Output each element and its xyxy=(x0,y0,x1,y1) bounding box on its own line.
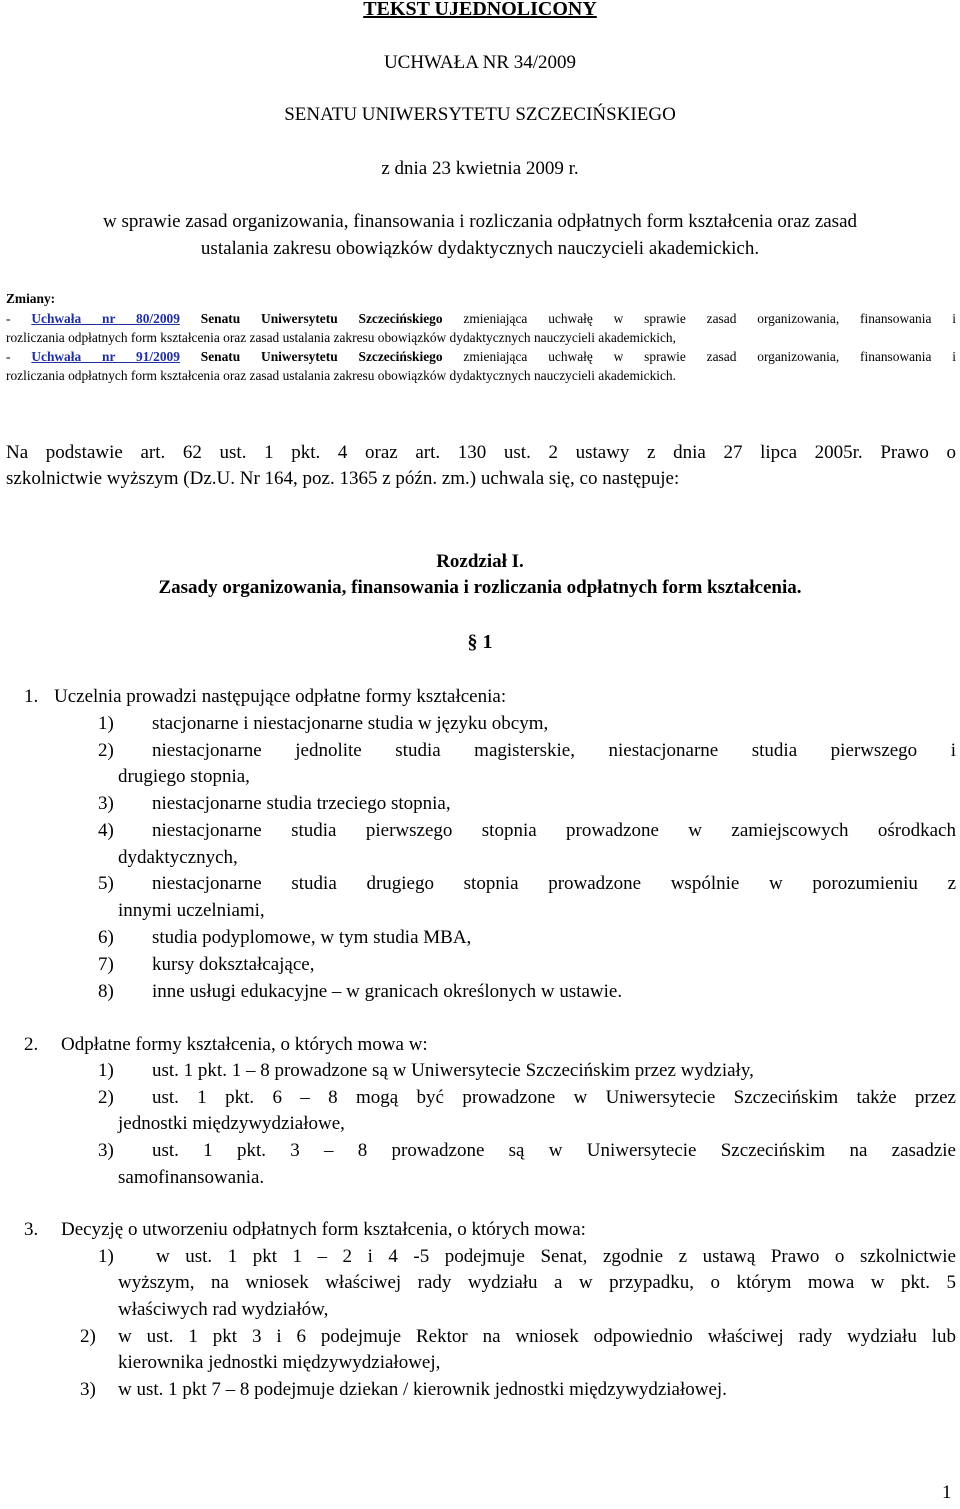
senate-title: SENATU UNIWERSYTETU SZCZECIŃSKIEGO xyxy=(284,104,676,125)
point-2-item-2-cont: jednostki międzywydziałowe, xyxy=(118,1113,345,1134)
point-3-item-2: 2) w ust. 1 pkt 3 i 6 podejmuje Rektor na wniosek odpowiednio właściwej rady wydziału lub xyxy=(80,1326,956,1347)
page-number: 1 xyxy=(942,1482,952,1503)
point-1-item-2-cont: drugiego stopnia, xyxy=(118,766,250,787)
point-3-item-3: 3) w ust. 1 pkt 7 – 8 podejmuje dziekan / kierownik jednostki międzywydziałowej. xyxy=(80,1379,727,1400)
point-1-item-5-cont: innymi uczelniami, xyxy=(118,900,265,921)
change-item-1-line-1: - Uchwała nr 80/2009 Senatu Uniwersytetu Szczecińskiego zmieniająca uchwałę w sprawie zasad organizowania, finansowania i xyxy=(6,311,956,326)
change-item-1-line-2: rozliczania odpłatnych form kształcenia oraz zasad ustalania zakresu obowiązków dydaktycznych nauczycieli akademickich, xyxy=(6,330,676,345)
change-link-80-2009[interactable]: Uchwała nr 80/2009 xyxy=(31,311,180,326)
changes-heading: Zmiany: xyxy=(6,291,56,306)
point-1-item-6: 6) studia podyplomowe, w tym studia MBA, xyxy=(98,927,472,948)
point-1-item-2: 2) niestacjonarne jednolite studia magisterskie, niestacjonarne studia pierwszego i xyxy=(98,740,956,761)
point-1-item-3: 3) niestacjonarne studia trzeciego stopnia, xyxy=(98,793,451,814)
point-2-item-2: 2) ust. 1 pkt. 6 – 8 mogą być prowadzone w Uniwersytecie Szczecińskim także przez xyxy=(98,1087,956,1108)
chapter-label: Rozdział I. xyxy=(436,551,524,572)
point-2-item-1: 1) ust. 1 pkt. 1 – 8 prowadzone są w Uniwersytecie Szczecińskim przez wydziały, xyxy=(98,1060,754,1081)
change-item-2-line-1: - Uchwała nr 91/2009 Senatu Uniwersytetu Szczecińskiego zmieniająca uchwałę w sprawie zasad organizowania, finansowania i xyxy=(6,349,956,364)
resolution-date: z dnia 23 kwietnia 2009 r. xyxy=(381,158,579,179)
point-1-item-1: 1) stacjonarne i niestacjonarne studia w języku obcym, xyxy=(98,713,549,734)
preamble-line-2: szkolnictwie wyższym (Dz.U. Nr 164, poz. 1365 z późn. zm.) uchwala się, co następuje: xyxy=(6,468,680,489)
change-link-91-2009[interactable]: Uchwała nr 91/2009 xyxy=(31,349,180,364)
point-1-item-7: 7) kursy dokształcające, xyxy=(98,954,315,975)
point-3-item-1-cont-2: właściwych rad wydziałów, xyxy=(118,1299,329,1320)
point-1-item-5: 5) niestacjonarne studia drugiego stopnia prowadzone wspólnie w porozumieniu z xyxy=(98,873,956,894)
point-3-item-1-cont-1: wyższym, na wniosek właściwej rady wydziału a w przypadku, o którym mowa w pkt. 5 xyxy=(118,1272,956,1293)
subject-line-1: w sprawie zasad organizowania, finansowania i rozliczania odpłatnych form kształcenia oraz zasad xyxy=(102,211,858,232)
point-2: 2. Odpłatne formy kształcenia, o których mowa w: xyxy=(24,1034,428,1055)
chapter-title: Zasady organizowania, finansowania i rozliczania odpłatnych form kształcenia. xyxy=(158,577,802,598)
point-1-item-4-cont: dydaktycznych, xyxy=(118,847,238,868)
subject-line-2: ustalania zakresu obowiązków dydaktycznych nauczycieli akademickich. xyxy=(200,238,760,259)
point-3: 3. Decyzję o utworzeniu odpłatnych form kształcenia, o których mowa: xyxy=(24,1219,586,1240)
change-item-2-line-2: rozliczania odpłatnych form kształcenia oraz zasad ustalania zakresu obowiązków dydaktycznych nauczycieli akademickich. xyxy=(6,368,676,383)
resolution-title: UCHWAŁA NR 34/2009 xyxy=(383,52,577,73)
point-2-item-3-cont: samofinansowania. xyxy=(118,1167,265,1188)
section-mark: § 1 xyxy=(467,631,493,653)
point-1: 1. Uczelnia prowadzi następujące odpłatne formy kształcenia: xyxy=(24,686,507,707)
preamble-line-1: Na podstawie art. 62 ust. 1 pkt. 4 oraz art. 130 ust. 2 ustawy z dnia 27 lipca 2005r. Prawo o xyxy=(6,442,956,463)
document-banner: TEKST UJEDNOLICONY xyxy=(363,0,597,20)
point-3-item-1: 1) w ust. 1 pkt 1 – 2 i 4 -5 podejmuje Senat, zgodnie z ustawą Prawo o szkolnictwie xyxy=(98,1246,956,1267)
point-1-item-8: 8) inne usługi edukacyjne – w granicach określonych w ustawie. xyxy=(98,981,623,1002)
point-2-item-3: 3) ust. 1 pkt. 3 – 8 prowadzone są w Uniwersytecie Szczecińskim na zasadzie xyxy=(98,1140,956,1161)
point-1-item-4: 4) niestacjonarne studia pierwszego stopnia prowadzone w zamiejscowych ośrodkach xyxy=(98,820,956,841)
point-3-item-2-cont: kierownika jednostki międzywydziałowej, xyxy=(118,1352,441,1373)
